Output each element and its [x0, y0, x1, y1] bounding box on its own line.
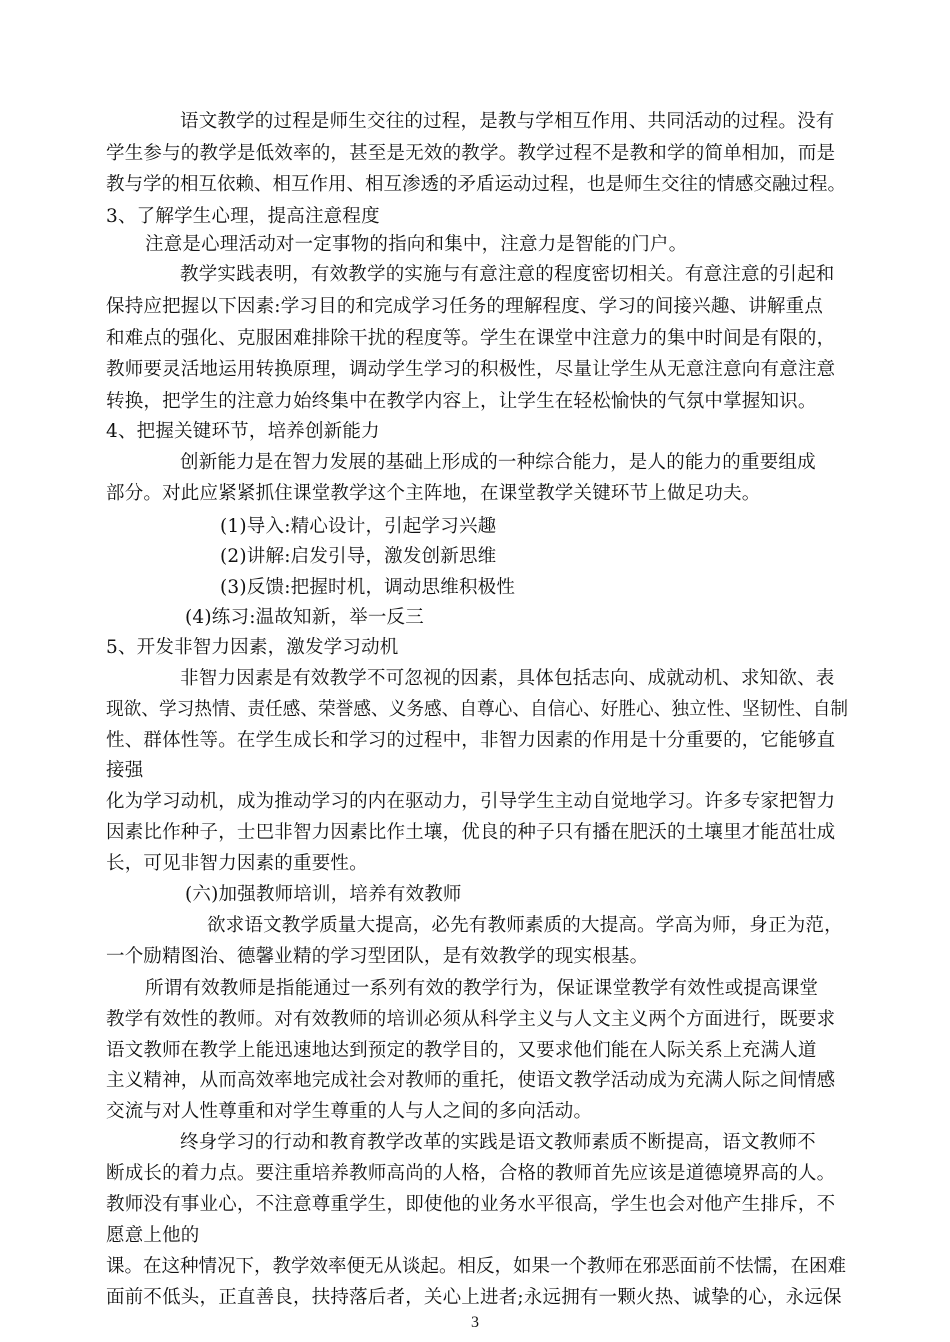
- section-heading: (六)加强教师培训，培养有效教师: [185, 884, 462, 905]
- text-line: 愿意上他的: [106, 1225, 200, 1246]
- text-line: 交流与对人性尊重和对学生尊重的人与人之间的多向活动。: [106, 1101, 593, 1122]
- text-line: 主义精神，从而高效率地完成社会对教师的重托，使语文教学活动成为充满人际之间情感: [106, 1070, 836, 1091]
- text-line: 教学实践表明，有效教学的实施与有意注意的程度密切相关。有意注意的引起和: [180, 264, 835, 285]
- text-line: 教与学的相互依赖、相互作用、相互渗透的矛盾运动过程，也是师生交往的情感交融过程。: [106, 174, 847, 195]
- list-item: (4)练习:温故知新，举一反三: [185, 607, 424, 628]
- text-line: 教师没有事业心，不注意尊重学生，即使他的业务水平很高，学生也会对他产生排斥，不: [106, 1194, 836, 1215]
- text-line: 一个励精图治、德馨业精的学习型团队，是有效教学的现实根基。: [106, 946, 649, 967]
- section-heading: 4、把握关键环节，培养创新能力: [106, 421, 380, 442]
- text-line: 断成长的着力点。要注重培养教师高尚的人格，合格的教师首先应该是道德境界高的人。: [106, 1163, 836, 1184]
- section-heading: 3、了解学生心理，提高注意程度: [106, 206, 380, 227]
- list-item: (2)讲解:启发引导，激发创新思维: [220, 546, 497, 567]
- text-line: 注意是心理活动对一定事物的指向和集中，注意力是智能的门户。: [145, 234, 688, 255]
- text-line: 非智力因素是有效教学不可忽视的因素，具体包括志向、成就动机、求知欲、表: [180, 668, 835, 689]
- list-item: (3)反馈:把握时机，调动思维积极性: [220, 577, 516, 598]
- text-line: 和难点的强化、克服困难排除干扰的程度等。学生在课堂中注意力的集中时间是有限的，: [106, 328, 836, 349]
- text-line: 面前不低头，正直善良，扶持落后者，关心上进者;永远拥有一颗火热、诚挚的心，永远保: [106, 1287, 842, 1308]
- text-line: 所谓有效教师是指能通过一系列有效的教学行为，保证课堂教学有效性或提高课堂: [145, 978, 819, 999]
- text-line: 部分。对此应紧紧抓住课堂教学这个主阵地，在课堂教学关键环节上做足功夫。: [106, 483, 761, 504]
- text-line: 课。在这种情况下，教学效率便无从谈起。相反，如果一个教师在邪恶面前不怯懦，在困难: [106, 1256, 847, 1277]
- text-line: 化为学习动机，成为推动学习的内在驱动力，引导学生主动自觉地学习。许多专家把智力: [106, 791, 836, 812]
- list-item: (1)导入:精心设计，引起学习兴趣: [220, 516, 497, 537]
- text-line: 因素比作种子，士巴非智力因素比作土壤，优良的种子只有播在肥沃的土壤里才能茁壮成: [106, 822, 836, 843]
- text-line: 语文教师在教学上能迅速地达到预定的教学目的，又要求他们能在人际关系上充满人道: [106, 1040, 817, 1061]
- text-line: 转换，把学生的注意力始终集中在教学内容上，让学生在轻松愉快的气氛中掌握知识。: [106, 391, 817, 412]
- text-line: 长，可见非智力因素的重要性。: [106, 853, 368, 874]
- text-line: 教师要灵活地运用转换原理，调动学生学习的积极性，尽量让学生从无意注意向有意注意: [106, 359, 836, 380]
- text-line: 接强: [106, 760, 144, 781]
- text-line: 性、群体性等。在学生成长和学习的过程中，非智力因素的作用是十分重要的，它能够直: [106, 730, 836, 751]
- text-line: 保持应把握以下因素:学习目的和完成学习任务的理解程度、学习的间接兴趣、讲解重点: [106, 296, 824, 317]
- text-line: 创新能力是在智力发展的基础上形成的一种综合能力，是人的能力的重要组成: [180, 452, 816, 473]
- text-line: 终身学习的行动和教育教学改革的实践是语文教师素质不断提高，语文教师不: [180, 1132, 816, 1153]
- text-line: 学生参与的教学是低效率的，甚至是无效的教学。教学过程不是教和学的简单相加，而是: [106, 143, 836, 164]
- section-heading: 5、开发非智力因素，激发学习动机: [106, 637, 399, 658]
- text-line: 语文教学的过程是师生交往的过程，是教与学相互作用、共同活动的过程。没有: [180, 111, 835, 132]
- text-line: 欲求语文教学质量大提高，必先有教师素质的大提高。学高为师，身正为范，: [207, 915, 843, 936]
- text-line: 现欲、学习热情、责任感、荣誉感、义务感、自尊心、自信心、好胜心、独立性、坚韧性、自制: [106, 699, 849, 720]
- text-line: 教学有效性的教师。对有效教师的培训必须从科学主义与人文主义两个方面进行，既要求: [106, 1009, 836, 1030]
- page-number: 3: [471, 1314, 479, 1331]
